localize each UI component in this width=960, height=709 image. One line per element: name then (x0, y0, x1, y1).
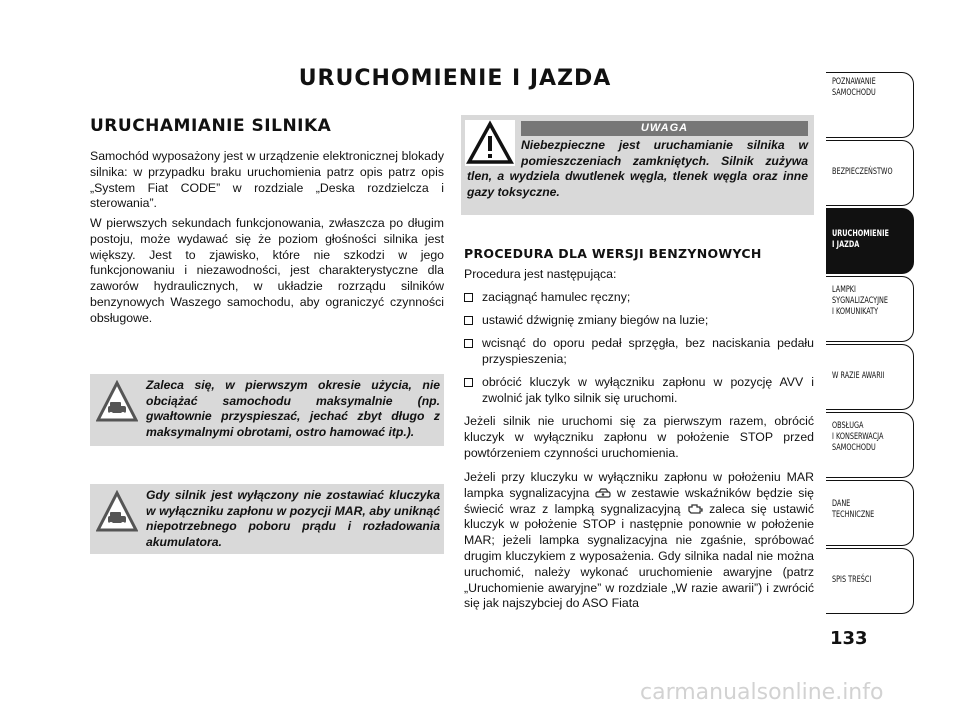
procedure-heading: PROCEDURA DLA WERSJI BENZYNOWYCH (464, 246, 762, 261)
procedure-paragraph: Jeżeli przy kluczyku w wyłączniku zapłonu w położeniu MAR lampka sygnalizacyjna w zestawie wskaźników będzie się świecić wraz z lampką sygnalizacyjną zaleca się ustawić kluczyk w położenie STOP i następnie ponownie w położenie MAR; jeżeli lampka sygnalizacyjna nie zgaśnie, spróbować drugim kluczykiem z wyposażenia. Gdy silnika nadal nie można uruchomić, należy wykonać uruchomienie awaryjne (patrz „Uruchomienie awaryjne” w rozdziale „W razie awarii”) i zwrócić się jak najszybciej do ASO Fiata (464, 470, 815, 611)
tab-obsluga-i-konserwacja[interactable]: OBSŁUGA I KONSERWACJA SAMOCHODU (826, 412, 914, 478)
intro-paragraph: W pierwszych sekundach funkcjonowania, zwłaszcza po długim postoju, może wydawać się że poziom głośności silnika jest większy. Jest to zjawisko, które nie szkodzi w jego funkcjonowaniu i niezawodności, jest charakterystyczne dla zaworów hydraulicznych, w układzie rozrządu silników benzynowych Waszego samochodu, aby ograniczyć czynności obsługowe. (90, 216, 444, 325)
procedure-step: obrócić kluczyk w wyłączniku zapłonu w pozycję AVV i zwolnić jak tylko silnik się uruchomi. (464, 375, 814, 407)
engine-failure-icon (687, 503, 703, 515)
watermark: carmanualsonline.info (640, 680, 884, 705)
tab-poznawanie-samochodu[interactable]: POZNAWANIE SAMOCHODU (826, 72, 914, 138)
warning-label: UWAGA (521, 121, 808, 136)
page-number: 133 (830, 628, 868, 649)
intro-paragraph: Samochód wyposażony jest w urządzenie elektronicznej blokady silnika: w przypadku braku uruchomienia patrz opis patrz opis „System Fiat CODE” w rozdziale „Deska rozdzielcza i sterowania”. (90, 149, 444, 211)
warning-box (461, 115, 814, 215)
note-box (90, 374, 444, 446)
note-text: Zaleca się, w pierwszym okresie użycia, nie obciążać samochodu maksymalnie (np. gwałtownie przyspieszać, jechać zbyt długo z maksymalnymi obrotami, ostro hamować itp.). (146, 378, 440, 439)
tab-spis-tresci[interactable]: SPIS TREŚCI (826, 548, 914, 614)
section-heading: URUCHAMIANIE SILNIKA (90, 116, 332, 136)
procedure-intro: Procedura jest następująca: (464, 267, 617, 281)
procedure-step: ustawić dźwignię zmiany biegów na luzie; (464, 313, 814, 329)
checkbox-bullet-icon (464, 339, 473, 348)
page-title: URUCHOMIENIE I JAZDA (298, 66, 612, 91)
procedure-paragraph: Jeżeli silnik nie uruchomi się za pierwszym razem, obrócić kluczyk w wyłączniku zapłonu w położenie STOP przed powtórzeniem czynności uruchomienia. (464, 414, 814, 460)
checkbox-bullet-icon (464, 316, 473, 325)
note-box (90, 484, 444, 554)
tab-uruchomienie-i-jazda[interactable]: URUCHOMIENIE I JAZDA (826, 208, 914, 274)
note-text: Gdy silnik jest wyłączony nie zostawiać kluczyka w wyłączniku zapłonu w pozycji MAR, aby uniknąć niepotrzebnego poboru prądu i rozładowania akumulatora. (146, 488, 440, 549)
checkbox-bullet-icon (464, 378, 473, 387)
immobilizer-car-key-icon (595, 487, 611, 499)
warning-text: Niebezpieczne jest uruchamianie silnika w pomieszczeniach zamkniętych. Silnik zużywa tlen, a wydziela dwutlenek węgla, tlenek węgla oraz inne gazy toksyczne. (467, 138, 808, 199)
warning-triangle-icon (465, 120, 515, 166)
car-warning-icon (96, 490, 138, 534)
tab-lampki-sygnalizacyjne[interactable]: LAMPKI SYGNALIZACYJNE I KOMUNIKATY (826, 276, 914, 342)
car-warning-icon (96, 380, 138, 424)
checkbox-bullet-icon (464, 293, 473, 302)
tab-bezpieczenstwo[interactable]: BEZPIECZEŃSTWO (826, 140, 914, 206)
tab-w-razie-awarii[interactable]: W RAZIE AWARII (826, 344, 914, 410)
tab-dane-techniczne[interactable]: DANE TECHNICZNE (826, 480, 914, 546)
procedure-step: zaciągnąć hamulec ręczny; (464, 290, 814, 306)
procedure-step: wcisnąć do oporu pedał sprzęgła, bez naciskania pedału przyspieszenia; (464, 336, 814, 368)
